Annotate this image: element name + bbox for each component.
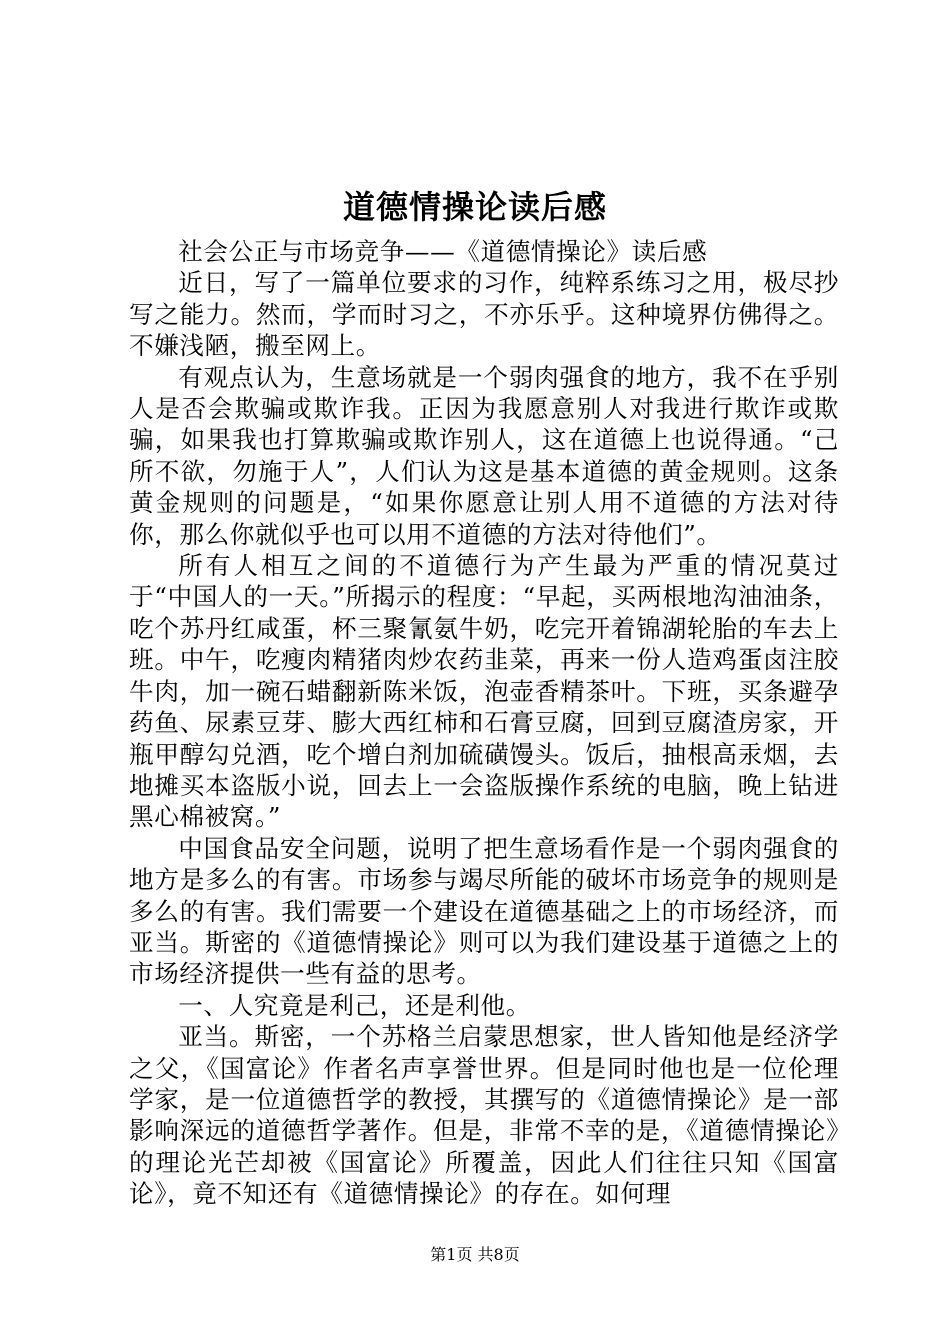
document-body [129,236,839,1210]
body-paragraph: 中国食品安全问题，说明了把生意场看作是一个弱肉强食的地方是多么的有害。市场参与竭尽所能的破坏市场竞争的规则是多么的有害。我们需要一个建设在道德基础之上的市场经济，而亚当。斯密的《道德情操论》则可以为我们建设基于道德之上的市场经济提供一些有益的思考。 [129,833,839,989]
body-paragraph: 有观点认为，生意场就是一个弱肉强食的地方，我不在乎别人是否会欺骗或欺诈我。正因为我愿意别人对我进行欺诈或欺骗，如果我也打算欺骗或欺诈别人，这在道德上也说得通。“己所不欲，勿施于人”，人们认为这是基本道德的黄金规则。这条黄金规则的问题是，“如果你愿意让别人用不道德的方法对待你，那么你就似乎也可以用不道德的方法对待他们”。 [129,362,839,549]
document-title: 道德情操论读后感 [342,188,607,226]
body-paragraph: 所有人相互之间的不道德行为产生最为严重的情况莫过于“中国人的一天。”所揭示的程度：“早起，买两根地沟油油条，吃个苏丹红咸蛋，杯三聚氰氨牛奶，吃完开着锦湖轮胎的车去上班。中午，吃瘦肉精猪肉炒农药韭菜，再来一份人造鸡蛋卤注胶牛肉，加一碗石蜡翻新陈米饭，泡壶香精茶叶。下班，买条避孕药鱼、尿素豆芽、膨大西红柿和石膏豆腐，回到豆腐渣房家，开瓶甲醇勾兑酒，吃个增白剂加硫磺馒头。饭后，抽根高汞烟，去地摊买本盗版小说，回去上一会盗版操作系统的电脑，晚上钻进黑心棉被窝。” [129,551,839,832]
body-paragraph: 亚当。斯密，一个苏格兰启蒙思想家，世人皆知他是经济学之父，《国富论》作者名声享誉世界。但是同时他也是一位伦理学家，是一位道德哲学的教授，其撰写的《道德情操论》是一部影响深远的道德哲学著作。但是，非常不幸的是，《道德情操论》的理论光芒却被《国富论》所覆盖，因此人们往往只知《国富论》，竟不知还有《道德情操论》的存在。如何理 [129,1022,839,1209]
intro-paragraph: 近日，写了一篇单位要求的习作，纯粹系练习之用，极尽抄写之能力。然而，学而时习之，不亦乐乎。这种境界仿佛得之。不嫌浅陋，搬至网上。 [129,268,839,361]
subtitle-paragraph: 社会公正与市场竞争——《道德情操论》读后感 [178,237,708,266]
section-heading: 一、人究竟是利己，还是利他。 [178,990,531,1020]
page-footer: 第1页 共8页 [430,1245,520,1264]
